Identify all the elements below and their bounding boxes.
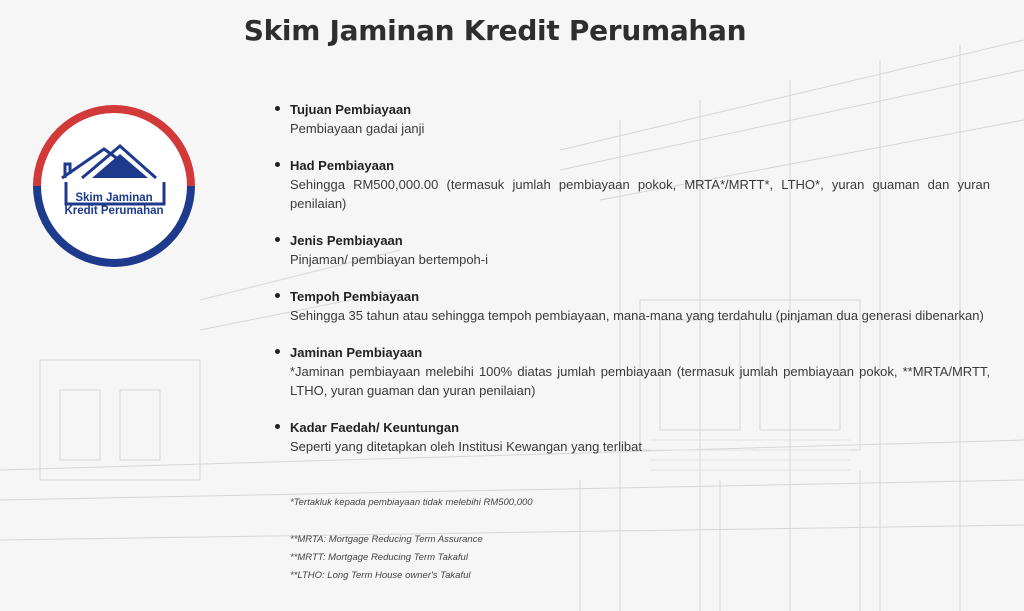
list-item-jenis <box>272 231 990 269</box>
item-heading: Tempoh Pembiayaan <box>290 289 420 304</box>
abbreviation-notes <box>290 531 990 585</box>
list-item-tempoh <box>272 287 990 325</box>
bullet-icon <box>275 237 280 242</box>
abbreviation-ltho: **LTHO: Long Term House owner's Takaful <box>290 570 471 581</box>
bullet-icon <box>275 293 280 298</box>
bullet-icon <box>275 106 280 111</box>
logo-line-1: Skim Jaminan <box>75 192 153 204</box>
item-text: *Jaminan pembiayaan melebihi 100% diatas jumlah pembiayaan (termasuk jumlah pembiayaan pokok, **MRTA/MRTT, LTHO, yuran guaman dan yuran penilaian) <box>290 364 990 398</box>
item-heading: Tujuan Pembiayaan <box>290 102 412 117</box>
item-text: Seperti yang ditetapkan oleh Institusi Kewangan yang terlibat <box>290 439 642 454</box>
item-heading: Had Pembiayaan <box>290 158 395 173</box>
bullet-icon <box>275 162 280 167</box>
page-title: Skim Jaminan Kredit Perumahan <box>243 14 747 47</box>
footnote-text: *Tertakluk kepada pembiayaan tidak melebihi RM500,000 <box>290 497 533 508</box>
info-list <box>272 100 990 474</box>
logo-line-2: Kredit Perumahan <box>64 205 164 217</box>
item-text: Pembiayaan gadai janji <box>290 121 425 136</box>
item-heading: Jenis Pembiayaan <box>290 233 403 248</box>
skim-logo <box>32 104 196 268</box>
list-item-tujuan <box>272 100 990 138</box>
item-heading: Kadar Faedah/ Keuntungan <box>290 420 460 435</box>
list-item-kadar <box>272 418 990 456</box>
bullet-icon <box>275 424 280 429</box>
house-roof-icon <box>32 104 196 268</box>
list-item-jaminan <box>272 343 990 400</box>
item-text: Sehingga RM500,000.00 (termasuk jumlah pembiayaan pokok, MRTA*/MRTT*, LTHO*, yuran guaman dan yuran penilaian) <box>290 177 990 211</box>
abbreviation-mrta: **MRTA: Mortgage Reducing Term Assurance <box>290 534 483 545</box>
list-item-had <box>272 156 990 213</box>
bullet-icon <box>275 349 280 354</box>
logo-text <box>32 192 196 218</box>
item-text: Sehingga 35 tahun atau sehingga tempoh pembiayaan, mana-mana yang terdahulu (pinjaman dua generasi dibenarkan) <box>290 308 984 323</box>
item-heading: Jaminan Pembiayaan <box>290 345 423 360</box>
footnote <box>290 494 990 512</box>
abbreviation-mrtt: **MRTT: Mortgage Reducing Term Takaful <box>290 552 468 563</box>
item-text: Pinjaman/ pembiayan bertempoh-i <box>290 252 488 267</box>
